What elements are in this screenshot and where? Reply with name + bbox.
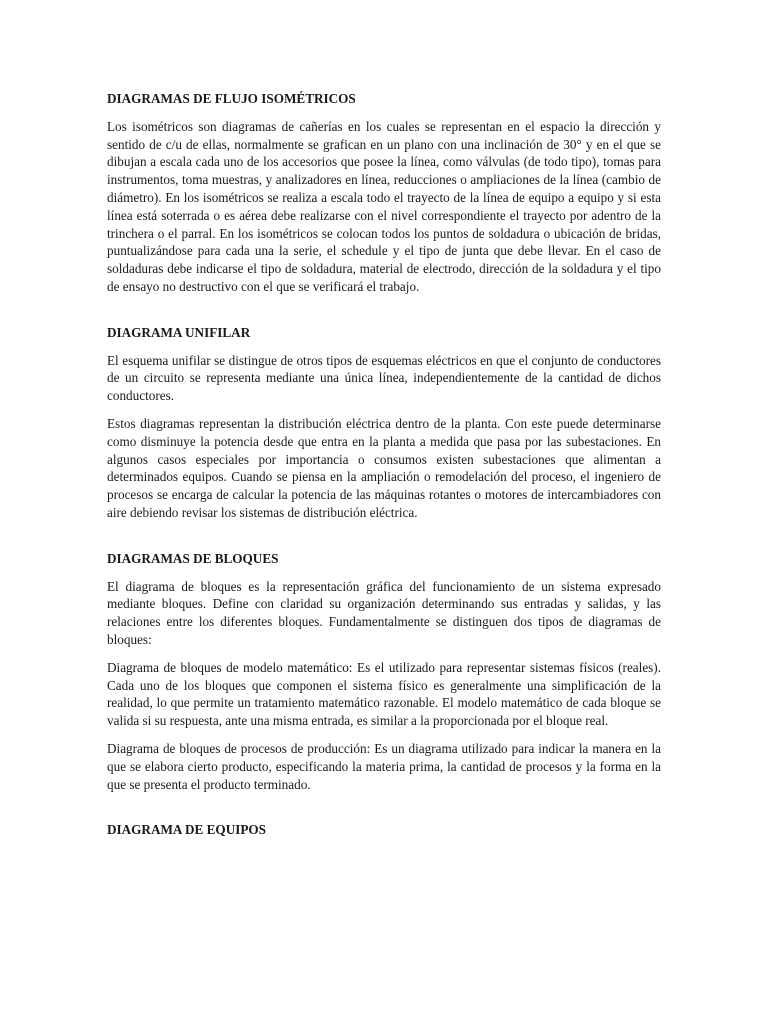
section-heading: DIAGRAMA DE EQUIPOS [107,822,266,838]
section-equipment-diagram [107,821,661,839]
section-block-diagrams [107,550,661,794]
section-heading: DIAGRAMAS DE FLUJO ISOMÉTRICOS [107,91,356,106]
paragraph: Estos diagramas representan la distribución eléctrica dentro de la planta. Con este puede determinarse como disminuye la potencia desde que entra en la planta a medida que pasa por las subestaciones. En algunos casos especiales por importancia o consumos existen subestaciones que alimentan a determinados equipos. Cuando se piensa en la ampliación o remodelación del proceso, el ingeniero de procesos se encarga de calcular la potencia de las máquinas rotantes o motores de intercambiadores con aire debiendo revisar los sistemas de distribución eléctrica. [107,415,661,520]
paragraph: Diagrama de bloques de modelo matemático: Es el utilizado para representar sistemas físicos (reales). Cada uno de los bloques que componen el sistema físico es generalmente una simplificación de la realidad, lo que permite un tratamiento matemático razonable. El modelo matemático de cada bloque se valida si su respuesta, ante una misma entrada, es similar a la proporcionada por el bloque real. [107,659,661,729]
paragraph: Los isométricos son diagramas de cañerías en los cuales se representan en el espacio la dirección y sentido de c/u de ellas, normalmente se grafican en un plano con una inclinación de 30° y en el que se dibujan a escala cada uno de los accesorios que posee la línea, como válvulas (de todo tipo), tomas para instrumentos, toma muestras, y analizadores en línea, reducciones o ampliaciones de la línea (cambio de diámetro). En los isométricos se realiza a escala todo el trayecto de la línea de equipo a equipo y si esta línea está soterrada o es aérea debe realizarse con el nivel correspondiente el trayecto por adentro de la trinchera o el parral. En los isométricos se colocan todos los puntos de soldadura o ubicación de bridas, puntualizándose para cada una la serie, el schedule y el tipo de junta que debe llevar. En el caso de soldaduras debe indicarse el tipo de soldadura, material de electrodo, dirección de la soldadura y el tipo de ensayo no destructivo con el que se verificará el trabajo. [107,118,661,294]
section-single-line-diagram [107,324,661,522]
section-isometric-diagrams [107,90,661,296]
section-heading: DIAGRAMAS DE BLOQUES [107,550,279,566]
section-heading: DIAGRAMA UNIFILAR [107,324,251,340]
paragraph: Diagrama de bloques de procesos de producción: Es un diagrama utilizado para indicar la manera en la que se elabora cierto producto, especificando la materia prima, la cantidad de procesos y la forma en la que se presenta el producto terminado. [107,740,661,792]
document-body [107,90,661,867]
paragraph: El esquema unifilar se distingue de otros tipos de esquemas eléctricos en que el conjunto de conductores de un circuito se representa mediante una única línea, independientemente de la cantidad de dichos conductores. [107,352,661,404]
paragraph: El diagrama de bloques es la representación gráfica del funcionamiento de un sistema expresado mediante bloques. Define con claridad su organización determinando sus entradas y salidas, y las relaciones entre los diferentes bloques. Fundamentalmente se distinguen dos tipos de diagramas de bloques: [107,578,661,647]
